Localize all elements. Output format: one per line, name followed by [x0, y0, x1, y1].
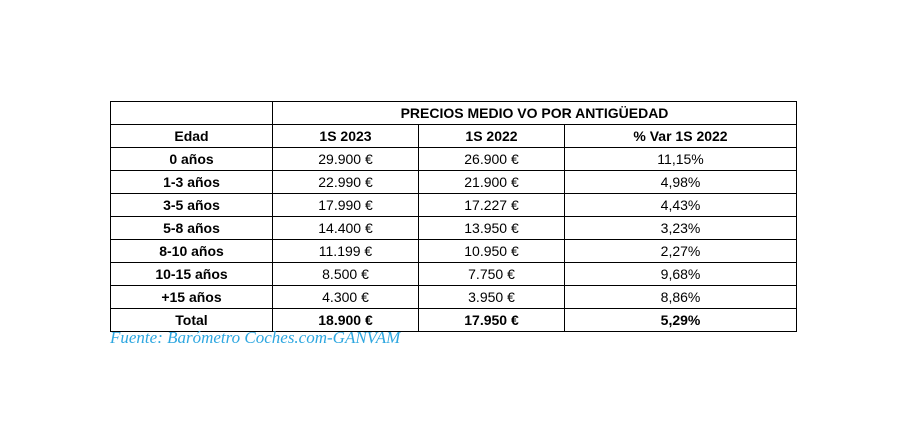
price-table	[110, 101, 797, 332]
variation-cell: 4,43%	[565, 194, 797, 217]
table-row	[111, 240, 797, 263]
variation-cell: 4,98%	[565, 171, 797, 194]
price-1s-2022-cell: 17.227 €	[419, 194, 565, 217]
table-row	[111, 171, 797, 194]
header-1s-2023: 1S 2023	[273, 125, 419, 148]
price-1s-2023-cell: 8.500 €	[273, 263, 419, 286]
age-cell: 10-15 años	[111, 263, 273, 286]
header-1s-2022: 1S 2022	[419, 125, 565, 148]
price-1s-2022-cell: 10.950 €	[419, 240, 565, 263]
price-1s-2023-cell: 14.400 €	[273, 217, 419, 240]
source-note: Fuente: Barómetro Coches.com-GANVAM	[110, 328, 401, 347]
age-cell: 8-10 años	[111, 240, 273, 263]
table-row	[111, 148, 797, 171]
table-title: PRECIOS MEDIO VO POR ANTIGÜEDAD	[273, 102, 797, 125]
price-1s-2023-cell: 4.300 €	[273, 286, 419, 309]
price-1s-2023-cell: 11.199 €	[273, 240, 419, 263]
header-var: % Var 1S 2022	[565, 125, 797, 148]
price-1s-2022-cell: 7.750 €	[419, 263, 565, 286]
age-cell: +15 años	[111, 286, 273, 309]
variation-cell: 9,68%	[565, 263, 797, 286]
variation-cell: 2,27%	[565, 240, 797, 263]
header-edad: Edad	[111, 125, 273, 148]
price-1s-2022-cell: 21.900 €	[419, 171, 565, 194]
table-header-row	[111, 125, 797, 148]
age-cell: 0 años	[111, 148, 273, 171]
empty-corner-cell	[111, 102, 273, 125]
table-row	[111, 194, 797, 217]
price-1s-2022-cell: 3.950 €	[419, 286, 565, 309]
table-row	[111, 286, 797, 309]
price-1s-2022-cell: 26.900 €	[419, 148, 565, 171]
price-1s-2023-cell: 17.990 €	[273, 194, 419, 217]
table-row	[111, 217, 797, 240]
age-cell: 5-8 años	[111, 217, 273, 240]
price-table-container	[110, 101, 797, 332]
variation-cell: 8,86%	[565, 286, 797, 309]
price-1s-2022-cell: 13.950 €	[419, 217, 565, 240]
price-1s-2023-cell: 18.900 €	[273, 309, 419, 332]
price-1s-2023-cell: 22.990 €	[273, 171, 419, 194]
variation-cell: 11,15%	[565, 148, 797, 171]
price-1s-2022-cell: 17.950 €	[419, 309, 565, 332]
age-cell: Total	[111, 309, 273, 332]
age-cell: 1-3 años	[111, 171, 273, 194]
table-row	[111, 263, 797, 286]
variation-cell: 3,23%	[565, 217, 797, 240]
variation-cell: 5,29%	[565, 309, 797, 332]
price-1s-2023-cell: 29.900 €	[273, 148, 419, 171]
table-title-row	[111, 102, 797, 125]
age-cell: 3-5 años	[111, 194, 273, 217]
